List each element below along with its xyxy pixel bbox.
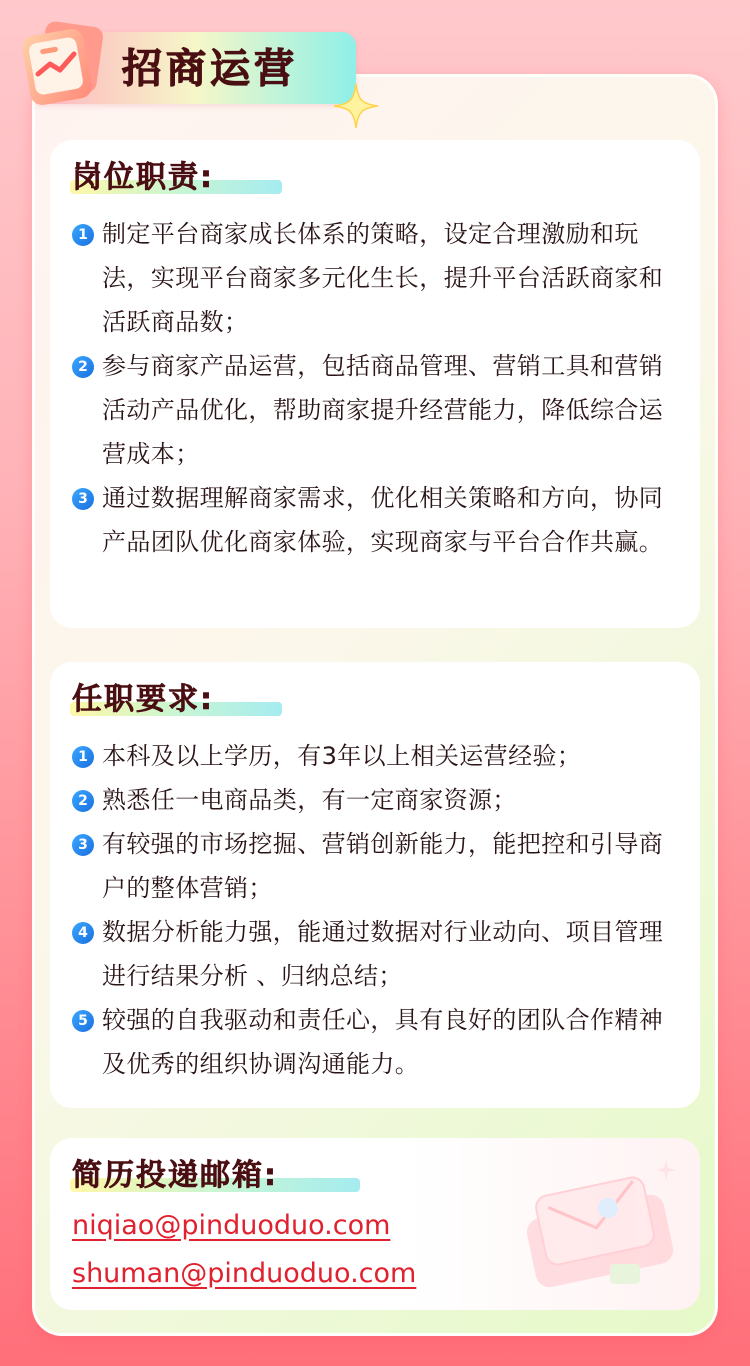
- list-item-text: 较强的自我驱动和责任心，具有良好的团队合作精神及优秀的组织协调沟通能力。: [102, 1006, 664, 1078]
- list-item-text: 数据分析能力强，能通过数据对行业动向、项目管理进行结果分析 、归纳总结；: [102, 918, 664, 990]
- list-item: [72, 778, 680, 822]
- duties-title: 岗位职责:: [72, 160, 214, 195]
- list-item: [72, 734, 680, 778]
- duties-section: [50, 140, 700, 628]
- page-title: 招商运营: [122, 46, 298, 92]
- email-title: 简历投递邮箱:: [72, 1158, 278, 1193]
- requirements-section: [50, 662, 700, 1108]
- email-section: [50, 1138, 700, 1310]
- list-item: [72, 212, 680, 344]
- list-item: [72, 344, 680, 476]
- list-item-text: 制定平台商家成长体系的策略，设定合理激励和玩法，实现平台商家多元化生长，提升平台活跃商家和活跃商品数；: [102, 220, 664, 336]
- requirements-list: [72, 734, 680, 1086]
- number-badge-icon: 4: [72, 922, 94, 944]
- email-link-shuman[interactable]: shuman@pinduoduo.com: [72, 1258, 417, 1289]
- list-item-text: 参与商家产品运营，包括商品管理、营销工具和营销活动产品优化，帮助商家提升经营能力，降低综合运营成本；: [102, 352, 664, 468]
- requirements-title: 任职要求:: [72, 682, 214, 717]
- sparkle-icon: [332, 82, 380, 130]
- number-badge-icon: 3: [72, 488, 94, 510]
- list-item: [72, 822, 680, 910]
- duties-list: [72, 212, 680, 564]
- number-badge-icon: 1: [72, 224, 94, 246]
- number-badge-icon: 1: [72, 746, 94, 768]
- list-item-text: 熟悉任一电商品类，有一定商家资源；: [102, 786, 517, 814]
- email-link-niqiao[interactable]: niqiao@pinduoduo.com: [72, 1210, 391, 1241]
- list-item: [72, 476, 680, 564]
- list-item: [72, 998, 680, 1086]
- report-chart-icon: [16, 18, 112, 114]
- list-item-text: 本科及以上学历，有3年以上相关运营经验；: [102, 742, 582, 770]
- list-item: [72, 910, 680, 998]
- number-badge-icon: 2: [72, 356, 94, 378]
- number-badge-icon: 3: [72, 834, 94, 856]
- number-badge-icon: 2: [72, 790, 94, 812]
- list-item-text: 通过数据理解商家需求，优化相关策略和方向，协同产品团队优化商家体验，实现商家与平台合作共赢。: [102, 484, 664, 556]
- number-badge-icon: 5: [72, 1010, 94, 1032]
- list-item-text: 有较强的市场挖掘、营销创新能力，能把控和引导商户的整体营销；: [102, 830, 664, 902]
- mailbox-illustration-icon: [490, 1146, 690, 1306]
